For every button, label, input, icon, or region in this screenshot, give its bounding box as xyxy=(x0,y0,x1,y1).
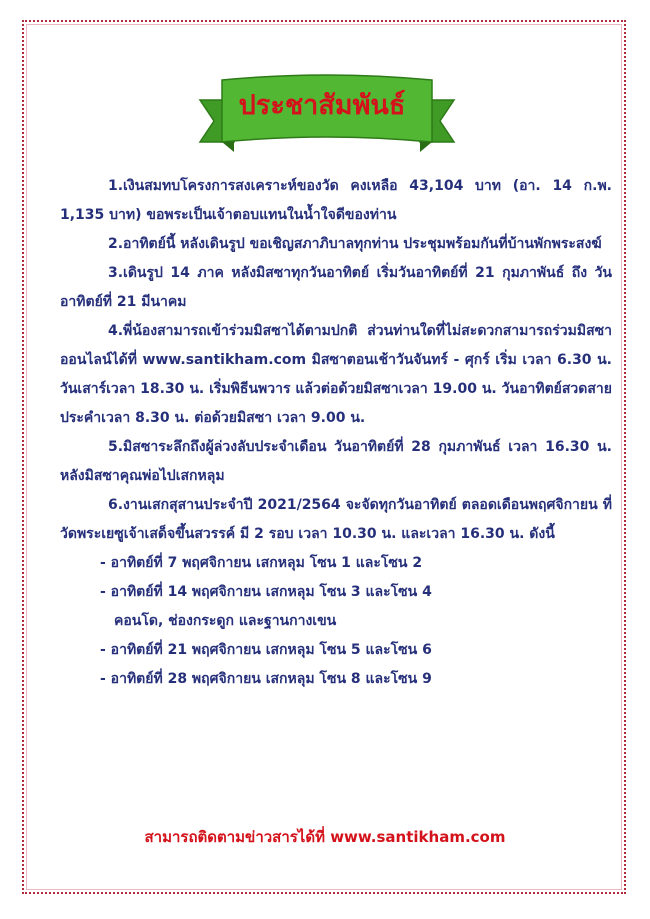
schedule-item-text: - อาทิตย์ที่ 14 พฤศจิกายน เสกหลุม โซน 3 และโซน 4 xyxy=(100,584,432,600)
announcement-item-2: 2.อาทิตย์นี้ หลังเดินรูป ขอเชิญสภาภิบาลทุกท่าน ประชุมพร้อมกันที่บ้านพักพระสงฆ์ xyxy=(108,236,602,252)
schedule-list xyxy=(60,549,612,694)
announcement-item-3: 3.เดินรูป 14 ภาค หลังมิสซาทุกวันอาทิตย์ เริ่มวันอาทิตย์ที่ 21 กุมภาพันธ์ ถึง วันอาทิตย์ที่ 21 มีนาคม xyxy=(60,265,612,310)
schedule-item xyxy=(60,578,612,636)
announcement-item-1: 1.เงินสมทบโครงการสงเคราะห์ของวัด คงเหลือ 43,104 บาท (อา. 14 ก.พ. 1,135 บาท) ขอพระเป็นเจ้าตอบแทนในน้ำใจดีของท่าน xyxy=(60,178,612,223)
schedule-item-text: - อาทิตย์ที่ 28 พฤศจิกายน เสกหลุม โซน 8 และโซน 9 xyxy=(100,671,432,687)
schedule-item xyxy=(60,665,612,694)
schedule-item-text: - อาทิตย์ที่ 7 พฤศจิกายน เสกหลุม โซน 1 และโซน 2 xyxy=(100,555,423,571)
schedule-item xyxy=(60,549,612,578)
schedule-item-continuation: คอนโด, ช่องกระดูก และฐานกางเขน xyxy=(114,613,337,629)
footer-link[interactable]: สามารถติดตามข่าวสารได้ที่ www.santikham.com xyxy=(144,828,506,846)
schedule-item xyxy=(60,636,612,665)
page-title: ประชาสัมพันธ์ xyxy=(238,90,406,121)
announcement-item-6: 6.งานเสกสุสานประจำปี 2021/2564 จะจัดทุกวันอาทิตย์ ตลอดเดือนพฤศจิกายน ที่วัดพระเยซูเจ้าเสด็จขึ้นสวรรค์ มี 2 รอบ เวลา 10.30 น. และเวลา 16.30 น. ดังนี้ xyxy=(60,497,612,542)
schedule-item-text: - อาทิตย์ที่ 21 พฤศจิกายน เสกหลุม โซน 5 และโซน 6 xyxy=(100,642,432,658)
announcement-item-4: 4.พี่น้องสามารถเข้าร่วมมิสซาได้ตามปกติ ส่วนท่านใดที่ไม่สะดวกสามารถร่วมมิสซาออนไลน์ได้ที่ www.santikham.com มิสซาตอนเช้าวันจันทร์ - ศุกร์ เริ่ม เวลา 6.30 น. วันเสาร์เวลา 18.30 น. เริ่มพิธีนพวาร แล้วต่อด้วยมิสซาเวลา 19.00 น. วันอาทิตย์สวดสายประคำเวลา 8.30 น. ต่อด้วยมิสซา เวลา 9.00 น. xyxy=(60,323,612,426)
announcement-body xyxy=(60,172,612,694)
announcement-item-5: 5.มิสซาระลึกถึงผู้ล่วงลับประจำเดือน วันอาทิตย์ที่ 28 กุมภาพันธ์ เวลา 16.30 น. หลังมิสซาคุณพ่อไปเสกหลุม xyxy=(60,439,612,484)
